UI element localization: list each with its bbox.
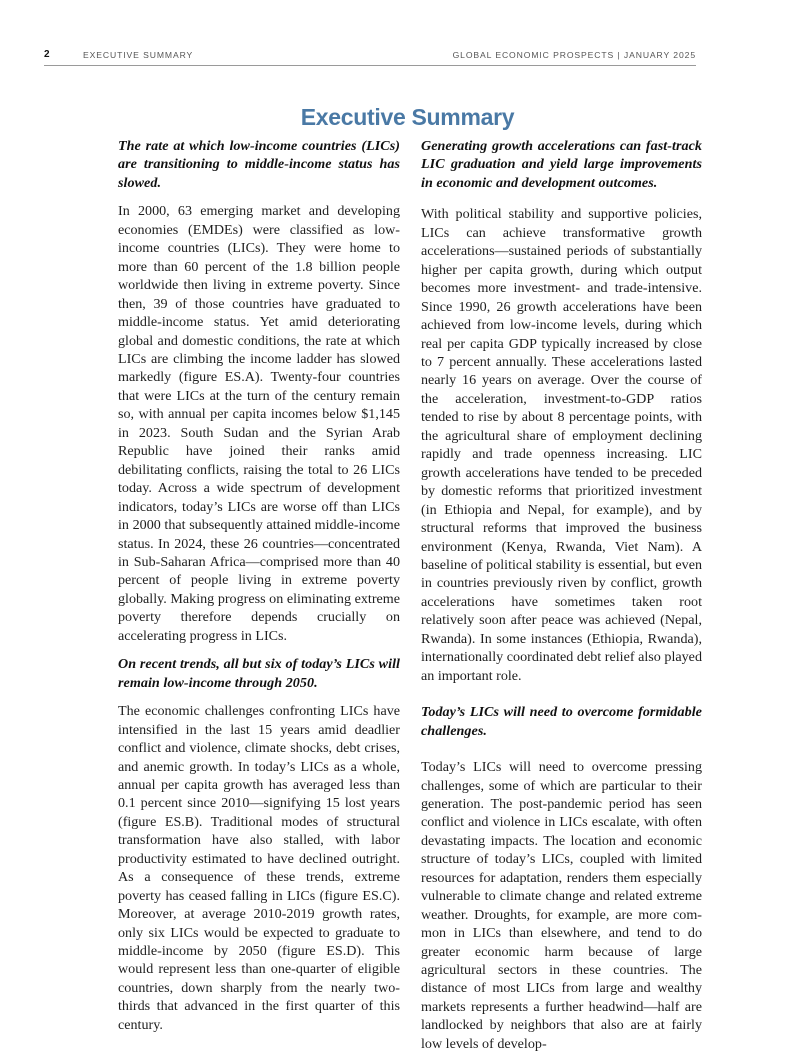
right-column [421,137,702,1053]
body-paragraph: With political stability and supportive policies, LICs can achieve transformative growth accelerations—sustained periods of substantially higher per capita growth, during which output becomes more investment- and trade-intensive. Since 1990, 26 growth accelerations have been achieved from low-income levels, during which real per capita GDP typically increased by close to 7 percent annually. These accelerations lasted nearly 16 years on average. Over the course of the acceleration, investment-to-GDP ratios tended to rise by about 8 percentage points, with the agricultural share of employment declining rapidly and trade openness increasing. LIC growth accelerations have tended to be preceded by domestic reforms that prioritized investment (in Ethiopia and Nepal, for example), and by structural reforms that improved the business environment (Kenya, Rwanda, Viet Nam). A baseline of political stability is essential, but even in countries previously riven by conflict, growth accelerations have sometimes taken root relatively soon after peace was achieved (Nepal, Rwanda). In some instances (Ethiopia, Rwanda), internationally coordinated debt relief also played an important role. [421,206,702,684]
body-paragraph: The economic challenges confronting LICs have intensified in the last 15 years amid deadlier conflict and violence, climate shocks, debt crises, and anemic growth. In today’s LICs as a whole, annual per capita growth has averaged less than 0.1 percent since 2010—signifying 15 lost years (figure ES.B). Traditional modes of structural transformation have also stalled, with labor productivity estimated to have declined outright. As a consequence of these trends, extreme poverty has ceased falling in LICs (figure ES.C). Moreover, at average 2010-2019 growth rates, only six LICs would be expected to graduate to middle-income by 2050 (figure ES.D). This would represent less than one-quarter of eligible countries, down sharply from the nearly two-thirds that advanced in the first quarter of this century. [118,703,400,1033]
header-rule [44,65,696,66]
section-label: EXECUTIVE SUMMARY [83,50,194,60]
page-title: Executive Summary [300,104,515,131]
section-heading: Today’s LICs will need to overcome formidable challenges. [421,704,702,739]
left-column [118,137,400,1034]
section-heading: The rate at which low-income countries (LICs) are transitioning to middle-income status has slowed. [118,138,400,191]
running-header [44,49,696,65]
page-number: 2 [44,49,50,60]
body-paragraph: Today’s LICs will need to overcome pressing challenges, some of which are particular to their generation. The post-pandemic period has seen conflict and violence in LICs escalate, with often devastating impacts. The location and economic structure of today’s LICs, coupled with limited resources for adaptation, renders them especially vulnerable to climate change and related extreme weather. Droughts, for example, are more common in LICs than elsewhere, and tend to do greater economic harm because of large agricultural sectors in these countries. The distance of most LICs from large and wealthy markets represents a further headwind—half are landlocked by neighbors that also are at fairly low levels of develop- [421,759,702,1052]
section-heading: Generating growth accelerations can fast-track LIC graduation and yield large improvements in economic and development outcomes. [421,138,702,191]
body-paragraph: In 2000, 63 emerging market and developing economies (EMDEs) were classified as low-income countries (LICs). They were home to more than 60 percent of the 1.8 billion people worldwide then living in extreme poverty. Since then, 39 of those countries have graduated to middle-income status. Yet amid deteriorating global and domestic conditions, the rate at which LICs are climbing the income ladder has slowed markedly (figure ES.A). Twenty-four countries that were LICs at the turn of the century remain so, with annual per capita incomes below $1,145 in 2023. South Sudan and the Syrian Arab Republic have joined their ranks amid debilitating conflicts, raising the total to 26 LICs today. Across a wide spectrum of development indicators, today’s LICs are worse off than LICs in 2000 that subsequently attained middle-income status. In 2024, these 26 countries—concentrated in Sub-Saharan Africa—comprised more than 40 percent of people living in extreme poverty globally. Making progress on eliminating extreme poverty therefore depends crucially on accelerating progress in LICs. [118,203,400,644]
publication-label: GLOBAL ECONOMIC PROSPECTS | JANUARY 2025 [452,50,696,60]
section-heading: On recent trends, all but six of today’s LICs will remain low-income through 2050. [118,656,400,691]
